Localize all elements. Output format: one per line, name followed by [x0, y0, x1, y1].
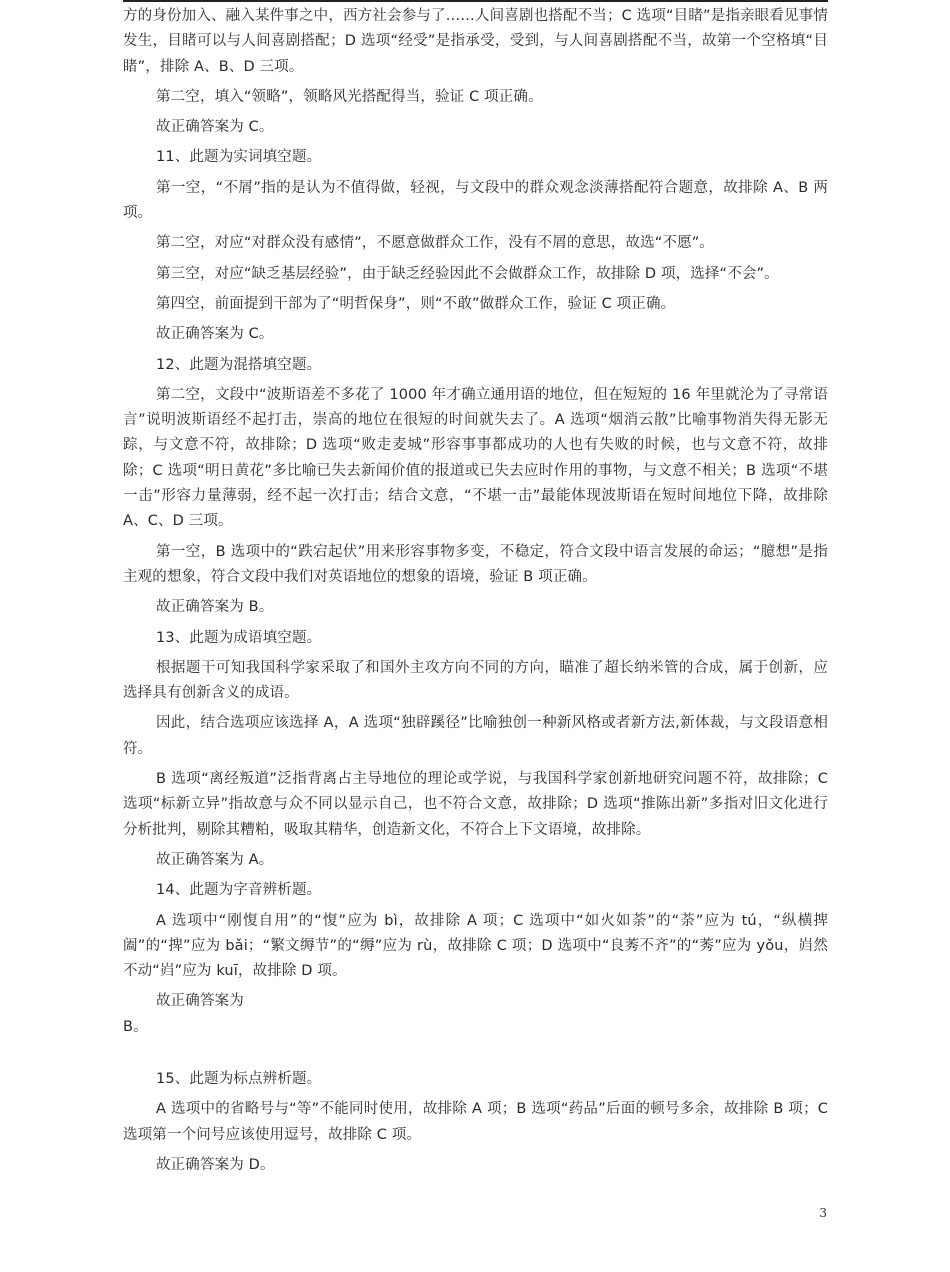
answer-line: 故正确答案为 B。 — [156, 599, 274, 616]
answer-line: 故正确答案为 C。 — [156, 119, 274, 136]
paragraph: 第二空，填入“领略”，领略风光搭配得当，验证 C 项正确。 — [156, 88, 543, 105]
question-heading: 14、此题为字音辨析题。 — [156, 882, 322, 899]
paragraph: 第二空，文段中“波斯语差不多花了 1000 年才确立通用语的地位，但在短短的 16 年里就沦为了寻常语言”说明波斯语经不起打击，崇高的地位在很短的时间就失去了。A 选项“烟消云散”比喻事物消失得无影无踪，与文意不符，故排除；D 选项“败走麦城”形容事事都成功的人也有失败的时候，也与文意不符，故排除；C 选项“明日黄花”多比喻已失去新闻价值的报道或已失去应时作用的事物，与文意不相关；B 选项“不堪一击”形容力量薄弱，经不起一次打击；结合文意，“不堪一击”最能体现波斯语在短时间地位下降，故排除 A、C、D 三项。 — [123, 386, 828, 530]
paragraph: 因此，结合选项应该选择 A，A 选项“独辟蹊径”比喻独创一种新风格或者新方法,新体裁，与文段语意相符。 — [123, 715, 828, 757]
answer-explanations — [123, 4, 828, 1183]
answer-letter: B。 — [123, 1018, 148, 1035]
question-heading: 13、此题为成语填空题。 — [156, 629, 322, 646]
paragraph: A 选项中的省略号与“等”不能同时使用，故排除 A 项；B 选项“药品”后面的顿号多余，故排除 B 项；C 选项第一个问号应该使用逗号，故排除 C 项。 — [123, 1101, 828, 1143]
paragraph: 根据题干可知我国科学家采取了和国外主攻方向不同的方向，瞄准了超长纳米管的合成，属于创新，应选择具有创新含义的成语。 — [123, 659, 828, 702]
paragraph: 第四空，前面提到干部为了“明哲保身”，则“不敢”做群众工作，验证 C 项正确。 — [156, 295, 676, 312]
page-number: 3 — [819, 1206, 827, 1220]
answer-line: 故正确答案为 A。 — [156, 851, 274, 868]
paragraph: B 选项“离经叛道”泛指背离占主导地位的理论或学说，与我国科学家创新地研究问题不符，故排除；C 选项“标新立异”指故意与众不同以显示自己，也不符合文意，故排除；D 选项“推陈出新”多指对旧文化进行分析批判，剔除其糟粕，吸取其精华，创造新文化，不符合上下文语境，故排除。 — [123, 771, 828, 838]
paragraph: 第二空，对应“对群众没有感情”，不愿意做群众工作，没有不屑的意思，故选“不愿”。 — [156, 235, 715, 252]
paragraph: 第一空，“不屑”指的是认为不值得做，轻视，与文段中的群众观念淡薄搭配符合题意，故排除 A、B 两项。 — [123, 179, 828, 222]
question-heading: 15、此题为标点辨析题。 — [156, 1070, 322, 1087]
answer-line: 故正确答案为 — [156, 993, 244, 1010]
paragraph: 方的身份加入、融入某件事之中，西方社会参与了……人间喜剧也搭配不当；C 选项“目睹”是指亲眼看见事情发生，目睹可以与人间喜剧搭配；D 选项“经受”是指承受，受到，与人间喜剧搭配不当，故第一个空格填“目睹”，排除 A、B、D 三项。 — [123, 8, 828, 75]
answer-line: 故正确答案为 D。 — [156, 1156, 275, 1173]
paragraph: 第三空，对应“缺乏基层经验”，由于缺乏经验因此不会做群众工作，故排除 D 项，选择“不会”。 — [156, 265, 779, 282]
question-heading: 12、此题为混搭填空题。 — [156, 356, 322, 373]
paragraph: 第一空，B 选项中的“跌宕起伏”用来形容事物多变，不稳定，符合文段中语言发展的命运；“臆想”是指主观的想象，符合文段中我们对英语地位的想象的语境，验证 B 项正确。 — [123, 543, 828, 585]
answer-line: 故正确答案为 C。 — [156, 326, 274, 343]
paragraph: A 选项中“刚愎自用”的“愎”应为 bì，故排除 A 项；C 选项中“如火如荼”的“荼”应为 tú，“纵横捭阖”的“捭”应为 bǎi；“繁文缛节”的“缛”应为 rù，故排除 C 项；D 选项中“良莠不齐”的“莠”应为 yǒu，岿然不动“岿”应为 kuī，故排除 D 项。 — [123, 912, 828, 980]
header-rule — [123, 0, 828, 2]
question-heading: 11、此题为实词填空题。 — [156, 149, 322, 166]
